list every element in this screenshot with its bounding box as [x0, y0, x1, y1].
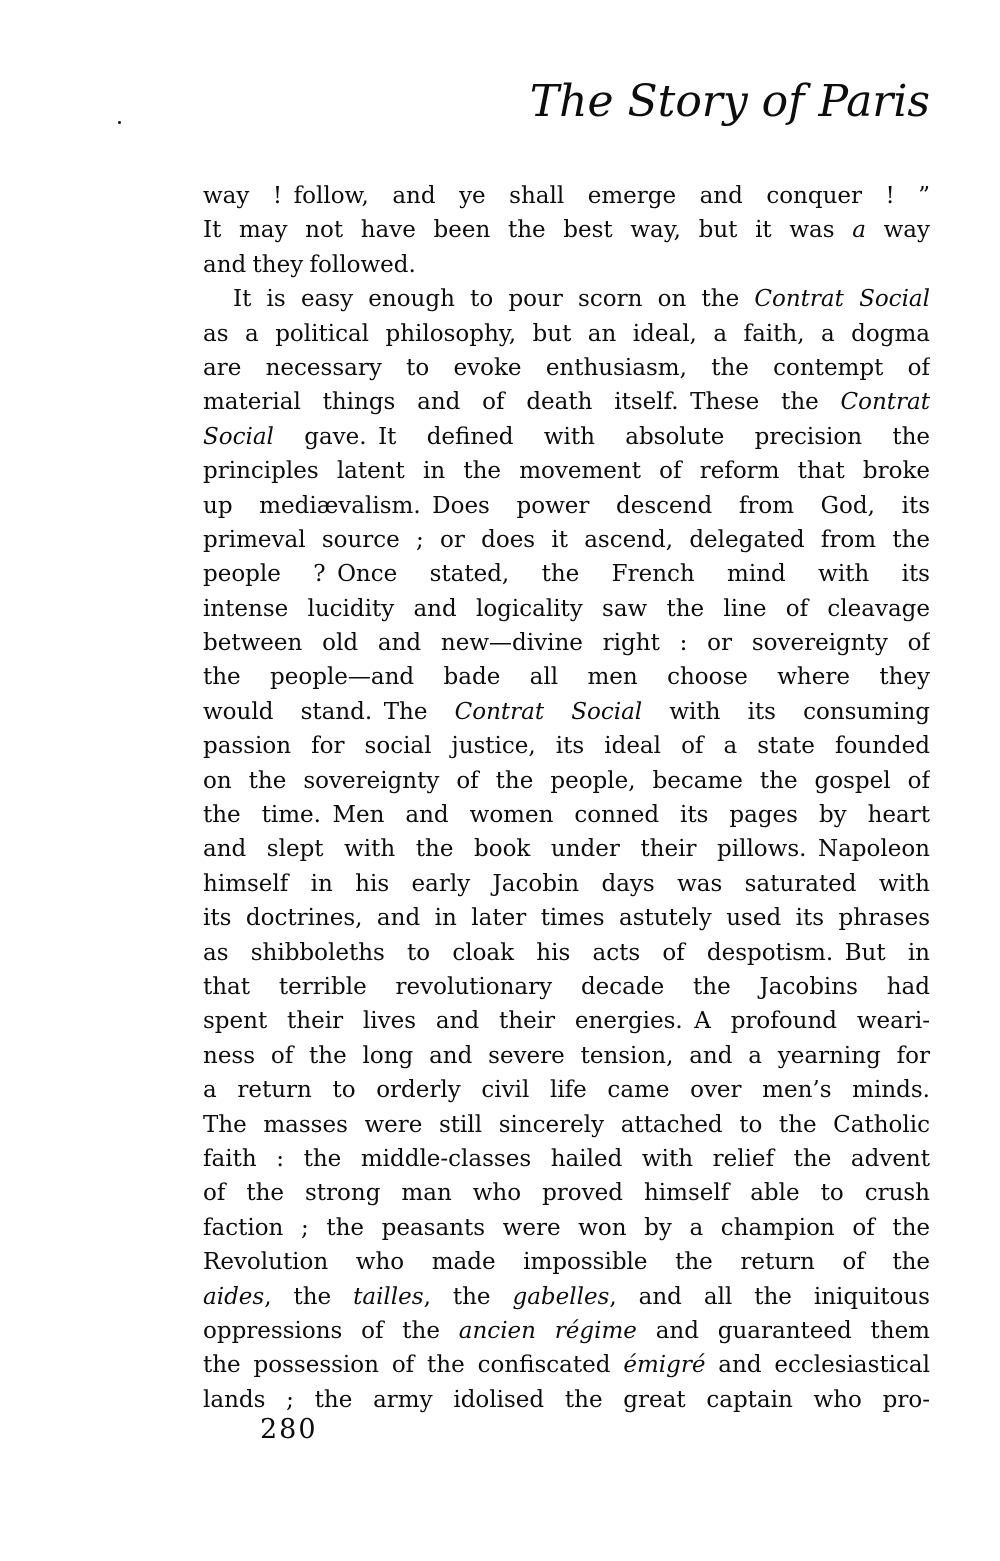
italic-text-segment: aides	[203, 1283, 265, 1310]
text-segment: and they followed.	[203, 251, 416, 278]
text-segment: gave. It defined with absolute precision the	[273, 423, 930, 450]
text-line	[203, 351, 930, 385]
text-line	[203, 832, 930, 866]
text-segment: primeval source ; or does it ascend, delegated from the	[203, 526, 930, 553]
text-line	[203, 592, 930, 626]
text-segment: The masses were still sincerely attached to the Catholic	[203, 1111, 930, 1138]
text-line	[203, 454, 930, 488]
text-segment: would stand. The	[203, 698, 455, 725]
text-line	[203, 1004, 930, 1038]
text-line	[203, 1211, 930, 1245]
text-line	[203, 1176, 930, 1210]
italic-text-segment: émigré	[623, 1352, 706, 1379]
text-segment: himself in his early Jacobin days was saturated with	[203, 870, 930, 897]
text-segment: a return to orderly civil life came over men’s minds.	[203, 1077, 930, 1104]
text-line	[203, 385, 930, 419]
text-segment: and ecclesiastical	[705, 1352, 930, 1379]
italic-text-segment: a	[852, 217, 866, 244]
italic-text-segment: tailles	[353, 1283, 424, 1310]
text-line	[203, 1142, 930, 1176]
text-segment: and slept with the book under their pillows. Napoleon	[203, 836, 930, 863]
text-line	[203, 1314, 930, 1348]
text-line	[203, 764, 930, 798]
text-segment: way ! follow, and ye shall emerge and conquer ! ”	[203, 183, 930, 209]
text-line	[203, 970, 930, 1004]
text-segment: , the	[423, 1283, 513, 1310]
text-segment: faith : the middle-classes hailed with relief the advent	[203, 1145, 930, 1172]
text-line	[203, 1280, 930, 1314]
text-line	[203, 936, 930, 970]
text-line	[203, 901, 930, 935]
text-line	[203, 1039, 930, 1073]
text-segment: oppressions of the	[203, 1317, 459, 1344]
ink-speck-artifact	[118, 121, 121, 124]
text-line	[203, 1383, 930, 1417]
text-segment: between old and new—divine right : or sovereignty of	[203, 630, 930, 657]
text-line	[203, 867, 930, 901]
text-segment: that terrible revolutionary decade the Jacobins had	[203, 973, 930, 1000]
text-segment: as shibboleths to cloak his acts of despotism. But in	[203, 939, 930, 966]
text-line	[203, 626, 930, 660]
text-segment: as a political philosophy, but an ideal, a faith, a dogma	[203, 320, 930, 347]
text-segment: lands ; the army idolised the great captain who pro-	[203, 1386, 930, 1413]
text-segment: Revolution who made impossible the return of the	[203, 1249, 930, 1276]
text-line	[203, 660, 930, 694]
text-segment: are necessary to evoke enthusiasm, the contempt of	[203, 354, 930, 381]
italic-text-segment: gabelles	[512, 1283, 610, 1310]
text-segment: It is easy enough to pour scorn on the	[233, 286, 755, 313]
text-segment: intense lucidity and logicality saw the line of cleavage	[203, 595, 930, 622]
body-text	[203, 179, 930, 1417]
page-number: 280	[260, 1414, 318, 1445]
text-segment: on the sovereignty of the people, became the gospel of	[203, 767, 930, 794]
text-segment: its doctrines, and in later times astutely used its phrases	[203, 905, 930, 932]
text-line	[203, 798, 930, 832]
text-segment: faction ; the peasants were won by a champion of the	[203, 1214, 930, 1241]
text-segment: spent their lives and their energies. A profound weari-	[203, 1008, 930, 1035]
text-line	[203, 523, 930, 557]
text-line	[203, 1245, 930, 1279]
italic-text-segment: Contrat Social	[754, 286, 930, 313]
text-line	[203, 213, 930, 247]
text-segment: the time. Men and women conned its pages by heart	[203, 802, 930, 829]
italic-text-segment: ancien régime	[458, 1317, 637, 1344]
text-line	[203, 489, 930, 523]
text-segment: the possession of the confiscated	[203, 1352, 624, 1379]
text-line	[203, 557, 930, 591]
text-segment: up mediævalism. Does power descend from God, its	[203, 492, 930, 519]
text-line	[203, 179, 930, 213]
text-line	[203, 317, 930, 351]
text-line	[203, 1348, 930, 1382]
text-segment: material things and of death itself. These the	[203, 389, 841, 416]
text-segment: principles latent in the movement of reform that broke	[203, 458, 930, 485]
text-line	[203, 282, 930, 316]
text-line	[203, 420, 930, 454]
text-segment: people ? Once stated, the French mind with its	[203, 561, 930, 588]
text-line	[203, 729, 930, 763]
italic-text-segment: Contrat	[840, 389, 930, 416]
text-line	[203, 248, 930, 282]
text-segment: , the	[264, 1283, 354, 1310]
italic-text-segment: Social	[203, 423, 274, 450]
text-segment: the people—and bade all men choose where they	[203, 664, 930, 691]
text-line	[203, 695, 930, 729]
text-segment: with its consuming	[642, 698, 930, 725]
running-header: The Story of Paris	[529, 76, 930, 127]
text-segment: and guaranteed them	[636, 1317, 930, 1344]
text-segment: passion for social justice, its ideal of a state founded	[203, 733, 930, 760]
text-segment: , and all the iniquitous	[609, 1283, 930, 1310]
text-line	[203, 1073, 930, 1107]
text-segment: way	[865, 217, 930, 244]
text-line	[203, 1108, 930, 1142]
italic-text-segment: Contrat Social	[454, 698, 643, 725]
text-segment: It may not have been the best way, but it was	[203, 217, 853, 244]
text-segment: ness of the long and severe tension, and a yearning for	[203, 1042, 930, 1069]
text-segment: of the strong man who proved himself able to crush	[203, 1180, 930, 1207]
